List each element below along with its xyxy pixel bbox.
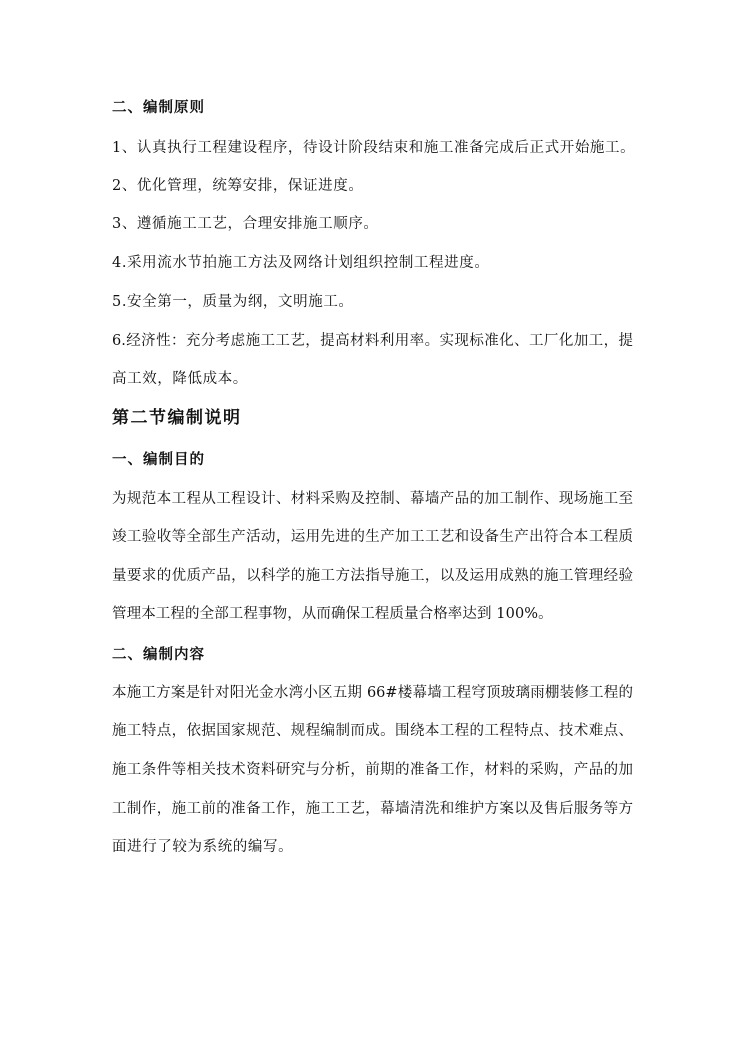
content-paragraph-line: 工制作，施工前的准备工作，施工工艺，幕墙清洗和维护方案以及售后服务等方: [112, 801, 633, 817]
principle-item-1: 1、认真执行工程建设程序，待设计阶段结束和施工准备完成后正式开始施工。: [112, 140, 636, 156]
principle-item-5: 5.安全第一，质量为纲，文明施工。: [112, 294, 354, 310]
content-paragraph-line: 施工特点，依据国家规范、规程编制而成。围绕本工程的工程特点、技术难点、: [112, 723, 633, 739]
purpose-paragraph-line: 为规范本工程从工程设计、材料采购及控制、幕墙产品的加工制作、现场施工至: [112, 491, 633, 507]
principles-heading: 二、编制原则: [112, 99, 205, 116]
principle-item-2: 2、优化管理，统筹安排，保证进度。: [112, 178, 364, 194]
purpose-paragraph-line: 竣工验收等全部生产活动，运用先进的生产加工工艺和设备生产出符合本工程质: [112, 529, 633, 545]
purpose-heading: 一、编制目的: [112, 451, 205, 468]
purpose-paragraph-line: 管理本工程的全部工程事物，从而确保工程质量合格率达到 100%。: [112, 606, 553, 622]
principle-item-4: 4.采用流水节拍施工方法及网络计划组织控制工程进度。: [112, 255, 490, 271]
section-title: 第二节编制说明: [112, 408, 242, 428]
content-paragraph-line: 施工条件等相关技术资料研究与分析，前期的准备工作，材料的采购，产品的加: [112, 762, 633, 778]
content-paragraph-line: 面进行了较为系统的编写。: [112, 839, 294, 855]
principle-item-3: 3、遵循施工工艺，合理安排施工顺序。: [112, 216, 379, 232]
content-heading: 二、编制内容: [112, 646, 205, 663]
principle-item-6: 6.经济性：充分考虑施工工艺，提高材料利用率。实现标准化、工厂化加工，提: [112, 333, 633, 349]
content-paragraph-line: 本施工方案是针对阳光金水湾小区五期 66#楼幕墙工程穹顶玻璃雨棚装修工程的: [112, 685, 633, 701]
principle-item-6-continued: 高工效，降低成本。: [112, 371, 248, 387]
purpose-paragraph-line: 量要求的优质产品，以科学的施工方法指导施工，以及运用成熟的施工管理经验: [112, 568, 633, 584]
